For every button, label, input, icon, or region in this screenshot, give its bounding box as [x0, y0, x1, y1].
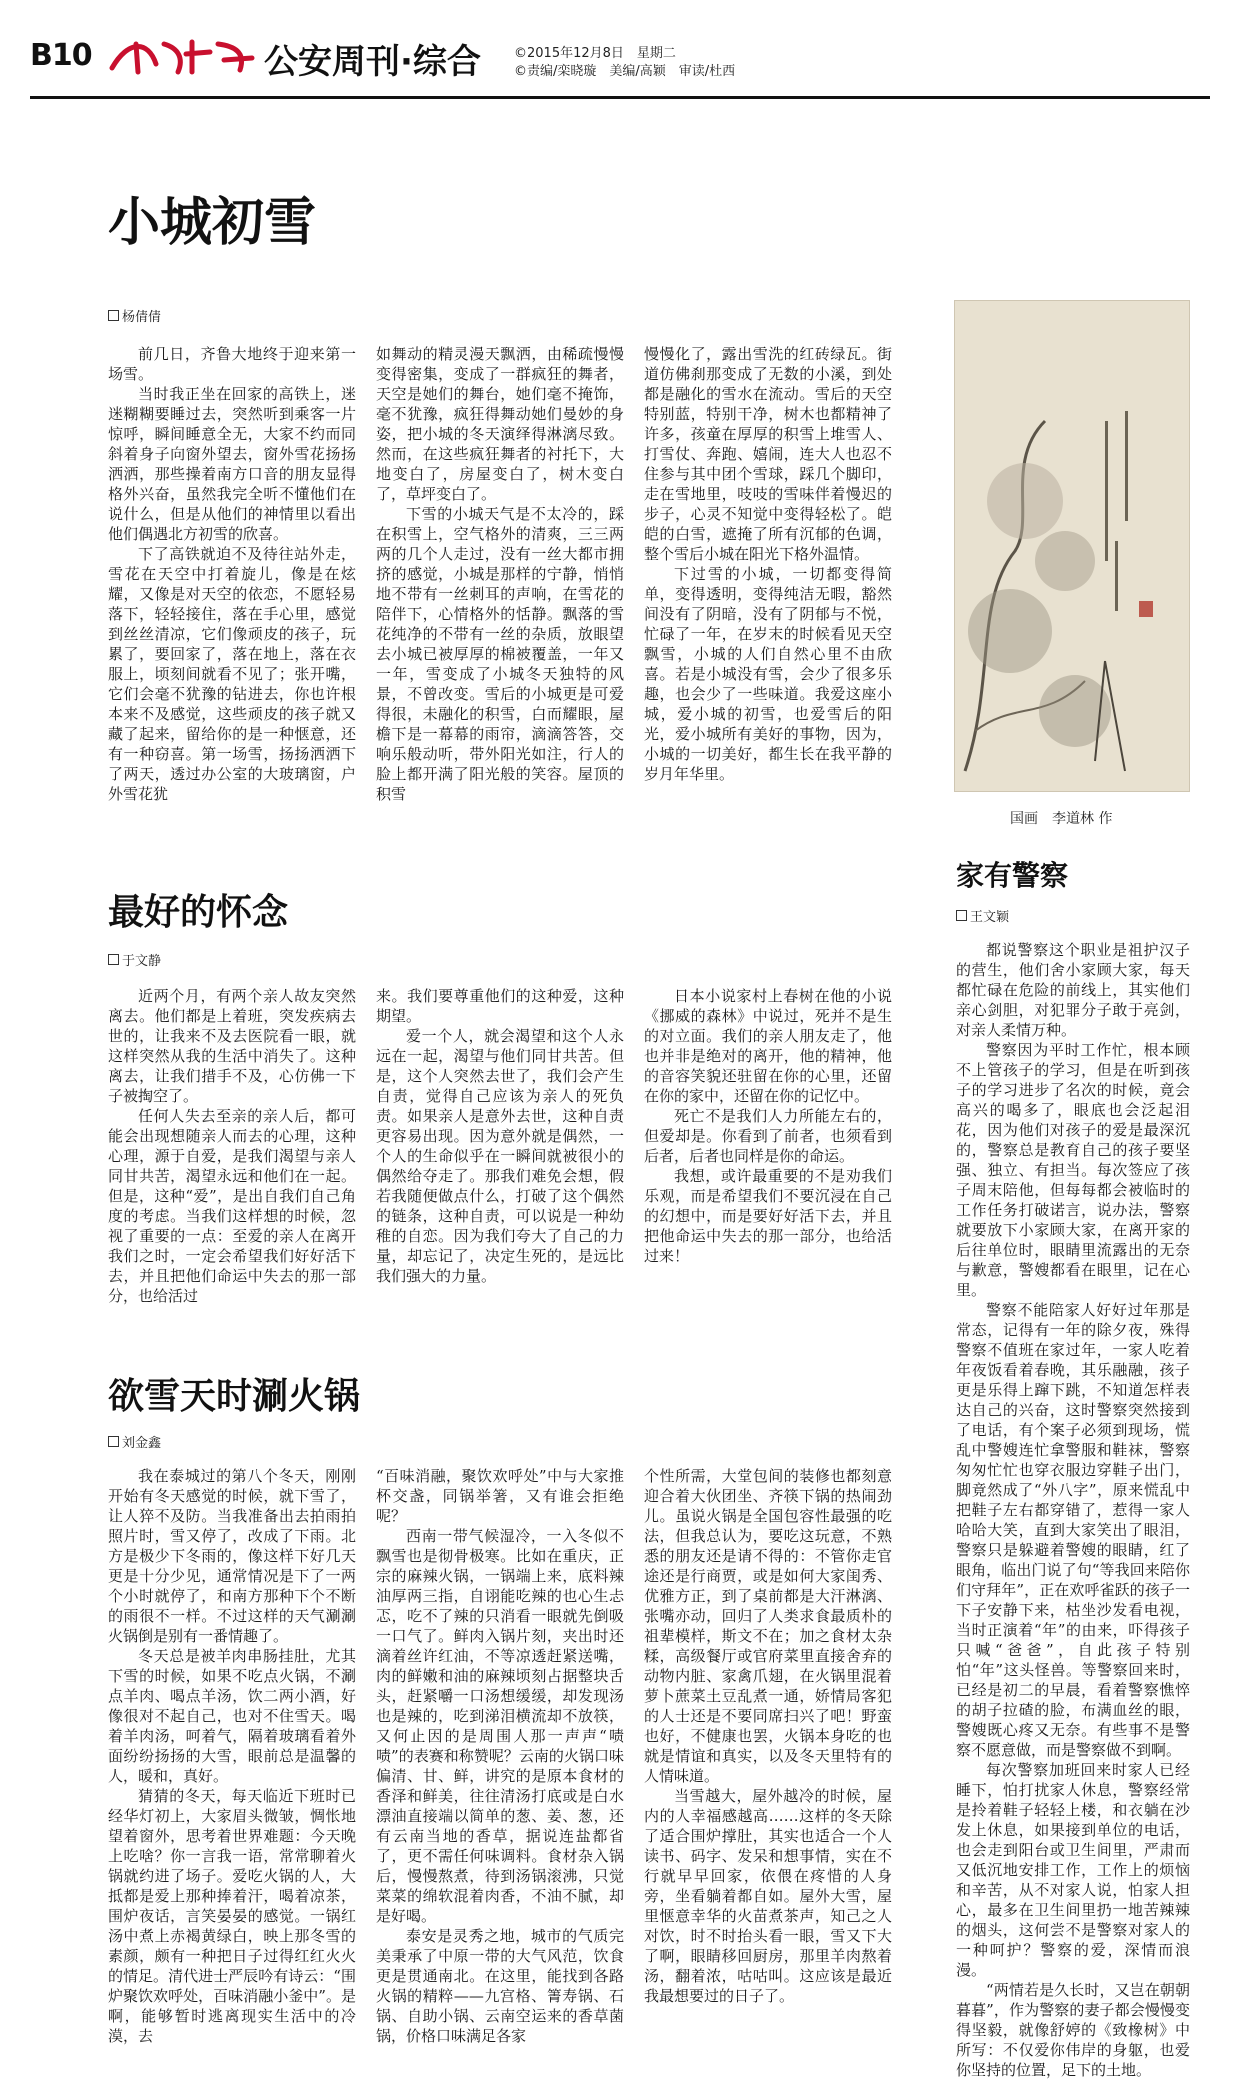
- editors-line: ©责编/栾晓璇 美编/高颖 审读/杜西: [514, 64, 736, 79]
- paragraph: 爱一个人，就会渴望和这个人永远在一起，渴望与他们同甘共苦。但是，这个人突然去世了，我们会产生自责，觉得自己应该为亲人的死负责。如果亲人是意外去世，这种自责更容易出现。因为意外就是偶然，一个人的生命似乎在一瞬间就被很小的偶然给夺走了。那我们难免会想，假若我随便做点什么，打破了这个偶然的链条，这种自责，可以说是一种幼稚的自恋。因为我们夸大了自己的力量，却忘记了，决定生死的，是远比我们强大的力量。: [376, 1027, 624, 1285]
- paragraph: 前几日，齐鲁大地终于迎来第一场雪。: [108, 345, 356, 383]
- article3-col1: [108, 1466, 356, 2045]
- paragraph: 来。我们要尊重他们的这种爱，这种期望。: [376, 987, 624, 1025]
- paragraph: 都说警察这个职业是祖护汉子的营生，他们舍小家顾大家，每天都忙碌在危险的前线上，其实他们亲心剑胆，对犯罪分子敢于亮剑，对亲人柔情万种。: [956, 941, 1190, 1039]
- article1-col1: [108, 344, 356, 804]
- article1-author: 杨倩倩: [122, 310, 162, 325]
- paragraph: 每次警察加班回来时家人已经睡下，怕打扰家人休息，警察经常是拎着鞋子轻轻上楼，和衣躺在沙发上休息，如果接到单位的电话，也会走到阳台或卫生间里，严肃而又低沉地安排工作，工作上的烦恼和辛苦，从不对家人说，怕家人担心，最多在卫生间里扔一地苦辣辣的烟头，这何尝不是警察对家人的一种呵护？警察的爱，深情而浪漫。: [956, 1761, 1190, 1979]
- paragraph: 当雪越大，屋外越冷的时候，屋内的人幸福感越高……这样的冬天除了适合围炉撑肚，其实也适合一个人读书、码字、发呆和想事情，实在不行就早早回家，依偎在疼惜的人身旁，坐看躺着都自如。屋外大雪，屋里惬意幸华的火苗煮茶声，知己之人对饮，时不时抬头看一眼，雪又下大了啊，眼睛移回厨房，那里羊肉熬着汤，翻着浓，咕咕叫。这应该是最近我最想要过的日子了。: [644, 1787, 892, 2005]
- article4-col1: [956, 940, 1190, 2079]
- byline-box-icon: [108, 1436, 119, 1447]
- paragraph: 泰安是灵秀之地，城市的气质完美秉承了中原一带的大气风范，饮食更是贯通南北。在这里，能找到各路火锅的精粹——九宫格、箐寿锅、石锅、自助小锅、云南空运来的香草菌锅，价格口味满足各家: [376, 1927, 624, 2045]
- section-title: 公安周刊·综合: [264, 42, 481, 82]
- paragraph: 当时我正坐在回家的高铁上，迷迷糊糊要睡过去，突然听到乘客一片惊呼，瞬间睡意全无，大家不约而同斜着身子向窗外望去，窗外雪花扬扬洒洒，那些操着南方口音的朋友显得格外兴奋，虽然我完全听不懂他们在说什么，但是从他们的神情里以看出他们偶遇北方初雪的欣喜。: [108, 385, 356, 543]
- paragraph: 警察因为平时工作忙，根本顾不上管孩子的学习，但是在听到孩子的学习进步了名次的时候，竟会高兴的喝多了，眼底也会泛起泪花，因为他们对孩子的爱是最深沉的，警察总是教育自己的孩子要坚强、独立、有担当。每次签应了孩子周末陪他，但每每都会被临时的工作任务打破诺言，说办法，警察就要放下小家顾大家，在离开家的后往单位时，眼睛里流露出的无奈与歉意，警嫂都看在眼里，记在心里。: [956, 1041, 1190, 1299]
- article3-author: 刘金鑫: [122, 1436, 162, 1451]
- paragraph: 下过雪的小城，一切都变得简单，变得透明，变得纯洁无暇，豁然间没有了阴暗，没有了阴郁与不悦，忙碌了一年，在岁末的时候看见天空飘雪，小城的人们自然心里不由欣喜。若是小城没有雪，会少了很多乐趣，也会少了一些味道。我爱这座小城，爱小城的初雪，也爱雪后的阳光，爱小城所有美好的事物，因为，小城的一切美好，都生长在我平静的岁月年华里。: [644, 565, 892, 783]
- article2-col3: [644, 986, 892, 1306]
- article1-byline: [108, 306, 161, 325]
- article3-col2: [376, 1466, 624, 2045]
- page-number: B10: [30, 38, 92, 73]
- date-line: ©2015年12月8日 星期二: [514, 46, 676, 61]
- byline-box-icon: [108, 310, 119, 321]
- paragraph: 日本小说家村上春树在他的小说《挪威的森林》中说过，死并不是生的对立面。我们的亲人朋友走了，他也并非是绝对的离开，他的精神，他的音容笑貌还驻留在你的心里，还留在你的家中，还留在你的记忆中。: [644, 987, 892, 1105]
- article4-author: 王文颖: [970, 910, 1010, 925]
- paragraph: 任何人失去至亲的亲人后，都可能会出现想随亲人而去的心理，这种心理，源于自爱，是我们渴望与亲人同甘共苦，渴望永远和他们在一起。但是，这种“爱”，是出自我们自己角度的考虑。当我们这样想的时候，忽视了重要的一点：至爱的亲人在离开我们之时，一定会希望我们好好活下去，并且把他们命运中失去的那一部分，也给活过: [108, 1107, 356, 1305]
- paragraph: 如舞动的精灵漫天飘洒，由稀疏慢慢变得密集，变成了一群疯狂的舞者，天空是她们的舞台，她们毫不掩饰，毫不犹豫，疯狂得舞动她们曼妙的身姿，把小城的冬天演绎得淋漓尽致。然而，在这些疯狂舞者的衬托下，大地变白了，房屋变白了，树木变白了，草坪变白了。: [376, 345, 624, 503]
- article4-byline: [956, 906, 1009, 925]
- newspaper-logo: [108, 34, 256, 78]
- byline-box-icon: [108, 954, 119, 965]
- newspaper-logo-graphic: [108, 34, 256, 78]
- article3-byline: [108, 1432, 161, 1451]
- paragraph: 死亡不是我们人力所能左右的，但爱却是。你看到了前者，也须看到后者，后者也同样是你的命运。: [644, 1107, 892, 1165]
- article2-col1: [108, 986, 356, 1306]
- paragraph: 猜猜的冬天，每天临近下班时已经华灯初上，大家眉头微皱，惆怅地望着窗外，思考着世界难题：今天晚上吃啥？你一言我一语，常常聊着火锅就约进了场子。爱吃火锅的人，大抵都是爱上那种捧着汗，喝着凉茶，围炉夜话，言笑晏晏的感觉。一锅红汤中煮上赤褐黄绿白，映上那冬雪的素颜，颇有一种把日子过得红红火火的情足。清代进士严辰吟有诗云：“围炉聚饮欢呼处，百味消融小釜中”。是啊，能够暂时逃离现实生活中的冷漠，去: [108, 1787, 356, 2045]
- paragraph: “百味消融，聚饮欢呼处”中与大家推杯交盏，同锅举箸，又有谁会拒绝呢？: [376, 1467, 624, 1525]
- masthead-rule: [30, 96, 1210, 99]
- article3-col3: [644, 1466, 892, 2026]
- byline-box-icon: [956, 910, 967, 921]
- article2-col2: [376, 986, 624, 1306]
- article1-col3: [644, 344, 892, 804]
- paragraph: 个性所需，大堂包间的装修也都刻意迎合着大伙团坐、齐筷下锅的热闹劲儿。虽说火锅是全国包容性最强的吃法，但我总认为，要吃这玩意，不熟悉的朋友还是请不得的：不管你走官途还是行商贾，或是如何大家闺秀、优雅方正，到了桌前都是大汗淋漓、张嘴亦动，回归了人类求食最质朴的祖辈模样，斯文不在；加之食材太杂糅，高级餐厅或官府菜里直接舍弃的动物内脏、家禽爪翅，在火锅里混着萝卜蔗菜土豆乱煮一通，娇情局客犯的人士还是不要同席扫兴了吧！野蛮也好，不健康也罢，火锅本身吃的也就是情谊和真实，以及冬天里特有的人情味道。: [644, 1467, 892, 1785]
- paragraph: 冬天总是被羊肉串肠挂肚，尤其下雪的时候，如果不吃点火锅，不涮点羊肉、喝点羊汤，饮二两小酒，好像很对不起自己，也对不住雪天。喝着羊肉汤，呵着气，隔着玻璃看着外面纷纷扬扬的大雪，眼前总是温馨的人，暖和，真好。: [108, 1647, 356, 1785]
- paragraph: 下雪的小城天气是不太冷的，踩在积雪上，空气格外的清爽，三三两两的几个人走过，没有一丝大都市拥挤的感觉，小城是那样的宁静，悄悄地不带有一丝刺耳的声响，在雪花的陪伴下，心情格外的恬静。飘落的雪花纯净的不带有一丝的杂质，放眼望去小城已被厚厚的棉被覆盖，一年又一年，雪变成了小城冬天独特的风景，不曾改变。雪后的小城更是可爱得很，未融化的积雪，白而耀眼，屋檐下是一幕幕的雨帘，滴滴答答，交响乐般动听，带外阳光如注，行人的脸上都开满了阳光般的笑容。屋顶的积雪: [376, 505, 624, 803]
- paragraph: 警察不能陪家人好好过年那是常态，记得有一年的除夕夜，殊得警察不值班在家过年，一家人吃着年夜饭看着春晚，其乐融融，孩子更是乐得上蹿下跳，不知道怎样表达自己的兴奋，这时警察突然接到了电话，有个案子必须到现场，慌乱中警嫂连忙拿警服和鞋袜，警察匆匆忙忙也穿衣服边穿鞋子出门，脚竟然成了“外八字”，原来慌乱中把鞋子左右都穿错了，惹得一家人哈哈大笑，直到大家笑出了眼泪，警察只是躲避着警嫂的眼睛，红了眼角，临出门说了句“等我回来陪你们守拜年”，正在欢呼雀跃的孩子一下子安静下来，枯坐沙发看电视，当时正演着“年”的由来，吓得孩子只喊“爸爸”，自此孩子特别怕“年”这头怪兽。等警察回来时，已经是初二的早晨，看着警察憔悴的胡子拉碴的脸，布满血丝的眼，警嫂既心疼又无奈。有些事不是警察不愿意做，而是警察做不到啊。: [956, 1301, 1190, 1759]
- paragraph: “两情若是久长时，又岂在朝朝暮暮”，作为警察的妻子都会慢慢变得坚毅，就像舒婷的《致橡树》中所写：不仅爱你伟岸的身躯，也爱你坚持的位置，足下的土地。: [956, 1981, 1190, 2079]
- article2-title: 最好的怀念: [108, 892, 289, 933]
- ink-landscape-painting: [955, 301, 1189, 791]
- paragraph: 近两个月，有两个亲人故友突然离去。他们都是上着班，突发疾病去世的，让我来不及去医院看一眼，就这样突然从我的生活中消失了。这种离去，让我们措手不及，心仿佛一下子被掏空了。: [108, 987, 356, 1105]
- article1-col2: [376, 344, 624, 804]
- paragraph: 慢慢化了，露出雪洗的红砖绿瓦。街道仿佛刹那变成了无数的小溪，到处都是融化的雪水在流动。雪后的天空特别蓝，特别干净，树木也都精神了许多，孩童在厚厚的积雪上堆雪人、打雪仗、奔跑、嬉闹，连大人也忍不住参与其中团个雪球，踩几个脚印，走在雪地里，吱吱的雪味伴着慢迟的步子，心灵不知觉中变得轻松了。皑皑的白雪，遮掩了所有沉郁的色调，整个雪后小城在阳光下格外温情。: [644, 345, 892, 563]
- painting-caption: 国画 李道林 作: [1010, 811, 1113, 827]
- paragraph: 我在泰城过的第八个冬天，刚刚开始有冬天感觉的时候，就下雪了，让人猝不及防。当我准备出去拍雨拍照片时，雪又停了，改成了下雨。北方是极少下冬雨的，像这样下好几天更是十分少见，通常情况是下了一两个小时就停了，和南方那种下个不断的雨很不一样。不过这样的天气涮涮火锅倒是别有一番情趣了。: [108, 1467, 356, 1645]
- article2-byline: [108, 950, 161, 969]
- article2-author: 于文静: [122, 954, 162, 969]
- paragraph: 我想，或许最重要的不是劝我们乐观，而是希望我们不要沉浸在自己的幻想中，而是要好好活下去，并且把他命运中失去的那一部分，也给活过来！: [644, 1167, 892, 1265]
- article3-title: 欲雪天时涮火锅: [108, 1376, 361, 1417]
- article1-title: 小城初雪: [108, 193, 317, 253]
- paragraph: 西南一带气候湿冷，一入冬似不飘雪也是彻骨极寒。比如在重庆，正宗的麻辣火锅，一锅端上来，底料辣油厚两三指，自诩能吃辣的也心生忐忑，吃不了辣的只消看一眼就先倒吸一口气了。鲜肉入锅片刻，夹出时还滴着丝许红油，不等凉透赶紧送嘴，肉的鲜嫩和油的麻辣顷刻占据整块舌头，赶紧嚼一口汤想缓缓，却发现汤也是辣的，吃到涕泪横流却不放筷，又何止因的是周围人那一声声“啧啧”的表赛和称赞呢？云南的火锅口味偏清、甘、鲜，讲究的是原本食材的香泽和鲜美，往往清汤打底或是白水漂油直接端以简单的葱、姜、葱，还有云南当地的香草，据说连盐都省了，更不需任何味调料。食材杂入锅后，慢慢熬煮，待到汤锅滚沸，只觉菜菜的绵软混着肉香，不油不腻，却是好喝。: [376, 1527, 624, 1925]
- painting-image: [954, 300, 1190, 792]
- article4-title: 家有警察: [956, 859, 1069, 892]
- paragraph: 下了高铁就迫不及待往站外走，雪花在天空中打着旋儿，像是在炫耀，又像是对天空的依恋，不愿轻易落下，轻轻接住，落在手心里，感觉到丝丝清凉，它们像顽皮的孩子，玩累了，要回家了，落在地上，落在衣服上，顷刻间就看不见了；张开嘴，它们会毫不犹豫的钻进去，你也许根本来不及感觉，这些顽皮的孩子就又藏了起来，留给你的是一种惬意，还有一种窃喜。第一场雪，扬扬洒洒下了两天，透过办公室的大玻璃窗，户外雪花犹: [108, 545, 356, 803]
